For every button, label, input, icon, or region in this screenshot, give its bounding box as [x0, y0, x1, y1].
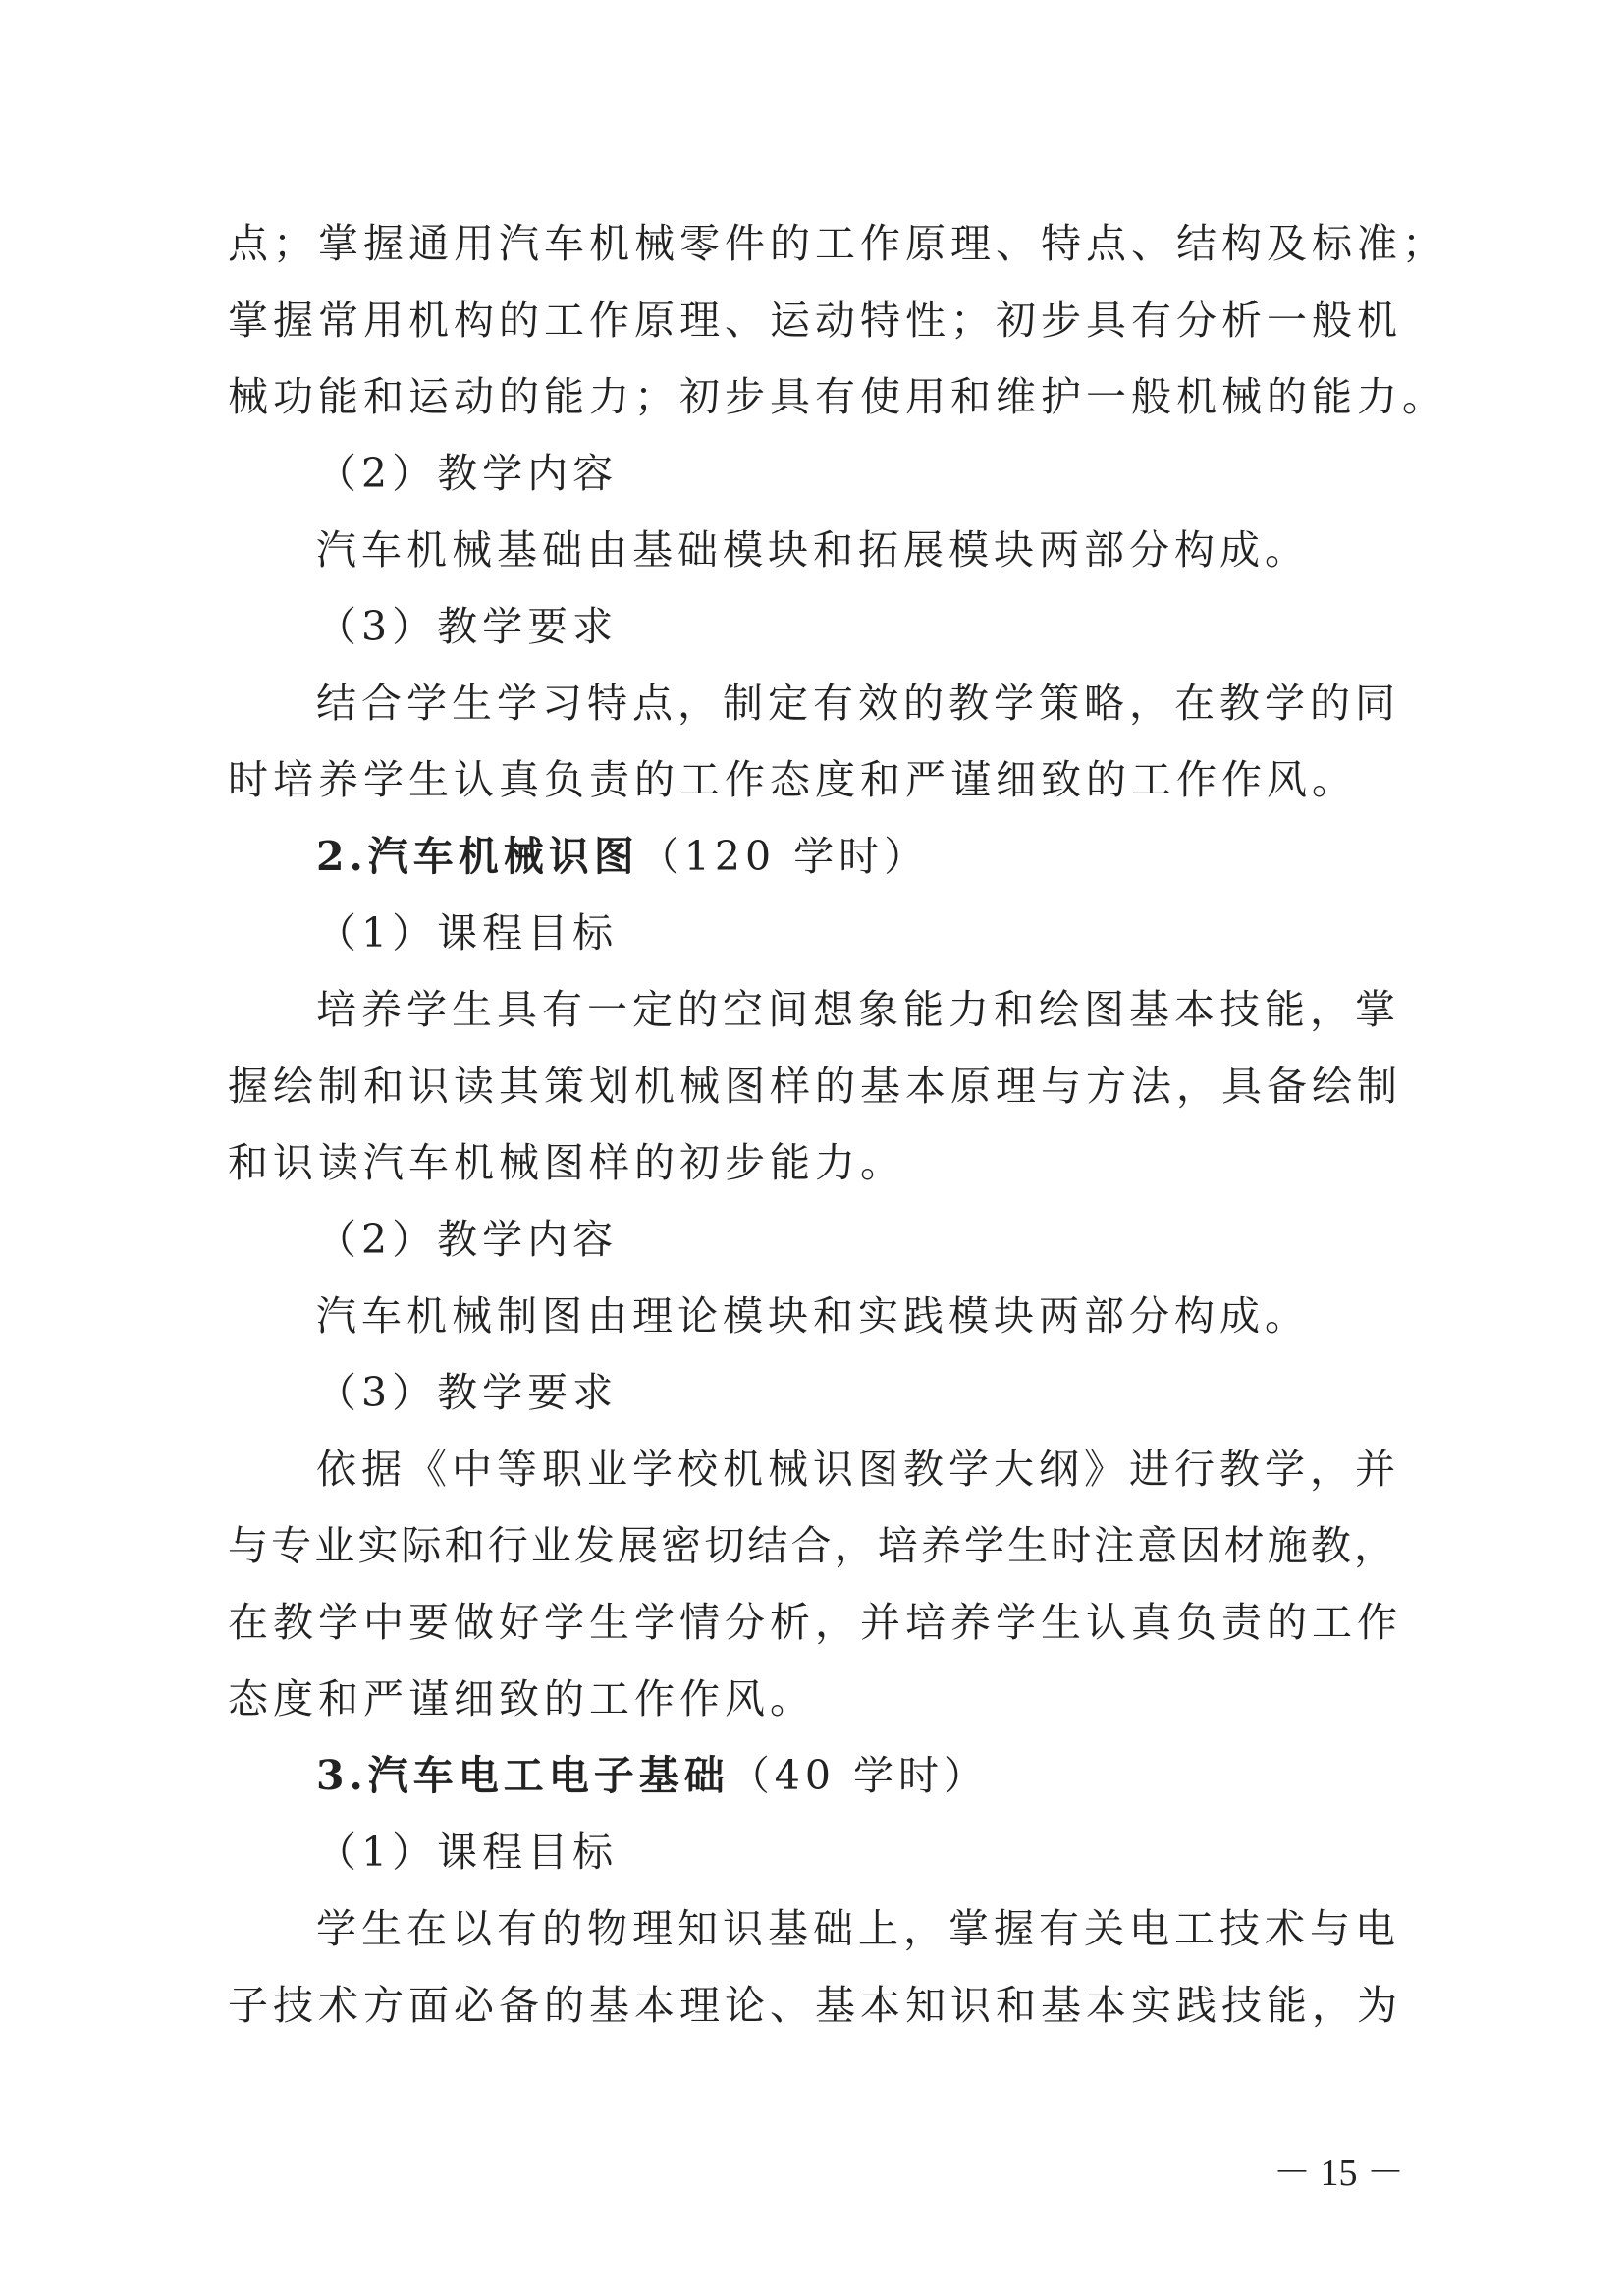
sub-heading: （3）教学要求 [316, 603, 619, 650]
body-text-line: 和识读汽车机械图样的初步能力。 [228, 1139, 905, 1186]
body-text-line: 握绘制和识读其策划机械图样的基本原理与方法，具备绘制 [228, 1063, 1402, 1110]
body-text-line: 培养学生具有一定的空间想象能力和绘图基本技能，掌 [316, 986, 1400, 1033]
section-heading [316, 829, 1485, 884]
body-text-line: 掌握常用机构的工作原理、运动特性；初步具有分析一般机 [228, 297, 1402, 344]
sub-heading: （1）课程目标 [316, 909, 619, 957]
section-heading [316, 1748, 1485, 1803]
body-text-line: 子技术方面必备的基本理论、基本知识和基本实践技能，为 [228, 1982, 1402, 2029]
body-text-line: 时培养学生认真负责的工作态度和严谨细致的工作作风。 [228, 756, 1357, 803]
section-title: 2.汽车机械识图 [316, 833, 639, 880]
section-title: 3.汽车电工电子基础 [316, 1752, 730, 1799]
body-text-line: 汽车机械基础由基础模块和拓展模块两部分构成。 [316, 526, 1310, 574]
body-text-line: 在教学中要做好学生学情分析，并培养学生认真负责的工作 [228, 1599, 1402, 1646]
body-text-line: 汽车机械制图由理论模块和实践模块两部分构成。 [316, 1292, 1310, 1339]
sub-heading: （1）课程目标 [316, 1829, 619, 1876]
sub-heading: （2）教学内容 [316, 1216, 619, 1263]
body-text-line: 结合学生学习特点，制定有效的教学策略，在教学的同 [316, 680, 1400, 727]
body-text-line: 依据《中等职业学校机械识图教学大纲》进行教学，并 [316, 1446, 1400, 1493]
body-text-line: 与专业实际和行业发展密切结合，培养学生时注意因材施教， [228, 1522, 1396, 1569]
body-text-line: 学生在以有的物理知识基础上，掌握有关电工技术与电 [316, 1905, 1400, 1952]
sub-heading: （2）教学内容 [316, 450, 619, 497]
body-text-line: 态度和严谨细致的工作作风。 [228, 1675, 815, 1722]
section-hours: （40 学时） [729, 1752, 990, 1799]
page-number: － 15 － [1272, 2153, 1404, 2194]
sub-heading: （3）教学要求 [316, 1369, 619, 1416]
body-text-line: 械功能和运动的能力；初步具有使用和维护一般机械的能力。 [228, 373, 1447, 420]
body-text-line: 点；掌握通用汽车机械零件的工作原理、特点、结构及标准； [228, 220, 1447, 267]
section-hours: （120 学时） [638, 833, 930, 880]
